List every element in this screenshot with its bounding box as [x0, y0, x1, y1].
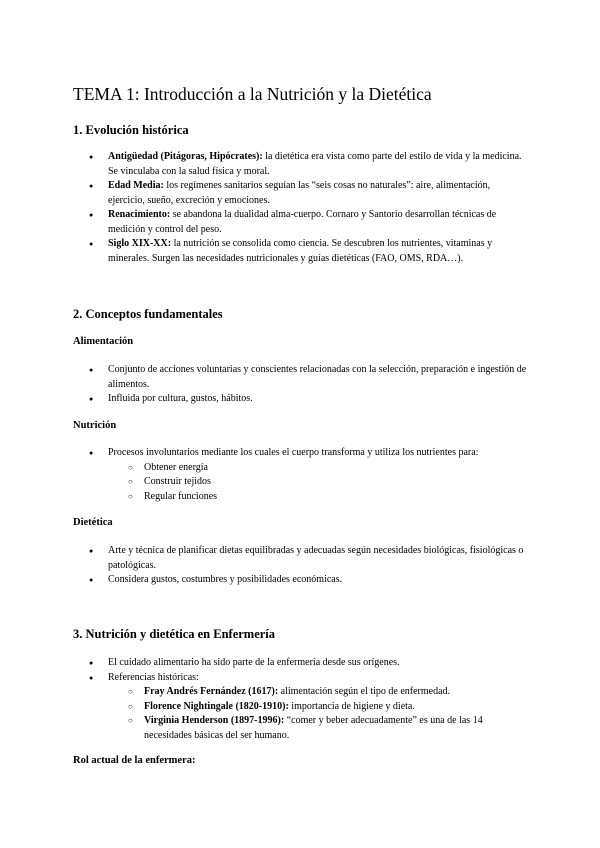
item-text: alimentación según el tipo de enfermedad. [278, 686, 451, 697]
item-text: la dietética era vista como parte del estilo de vida y la medicina. Se vinculaba con la salud física y moral. [108, 151, 522, 177]
list-item: ● Conjunto de acciones voluntarias y conscientes relacionadas con la selección, preparación e ingestión de alimentos. [108, 363, 528, 392]
alimentacion-list [108, 363, 528, 407]
item-term: Renacimiento: [108, 209, 171, 220]
sub-list-item [144, 700, 528, 715]
page-title: TEMA 1: Introducción a la Nutrición y la Dietética [73, 84, 432, 104]
section-heading-conceptos: 2. Conceptos fundamentales [73, 307, 223, 321]
sub-list-item: ○ Obtener energía [144, 461, 528, 476]
subheading-rol-actual: Rol actual de la enfermera: [73, 755, 196, 766]
item-term: Florence Nightingale (1820-1910): [144, 700, 289, 712]
referencias-sublist [108, 685, 528, 743]
nutricion-sublist [108, 461, 528, 505]
list-item [108, 208, 528, 237]
enfermeria-list [108, 656, 528, 743]
evolucion-list [108, 150, 528, 266]
item-term: Siglo XIX-XX: [108, 238, 172, 249]
list-item: ● El cuidado alimentario ha sido parte de la enfermería desde sus orígenes. [108, 656, 528, 671]
item-text: los regímenes sanitarios seguían las “seis cosas no naturales”: aire, alimentación, ejercicio, sueño, excreción y emociones. [108, 180, 491, 206]
item-text: “comer y beber adecuadamente” es una de las 14 necesidades básicas del ser humano. [144, 715, 483, 741]
list-item [108, 671, 528, 744]
item-text: la nutrición se consolida como ciencia. Se descubren los nutrientes, vitaminas y minerales. Surgen las necesidades nutricionales y guías dietéticas (FAO, OMS, RDA…). [108, 238, 493, 264]
nutricion-list [108, 446, 528, 504]
item-text: Procesos involuntarios mediante los cuales el cuerpo transforma y utiliza los nutrientes para: [108, 447, 479, 458]
item-term: Antigüedad (Pitágoras, Hipócrates): [108, 151, 263, 162]
item-term: Edad Media: [108, 180, 164, 191]
dietetica-list [108, 544, 528, 588]
section-heading-evolucion: 1. Evolución histórica [73, 123, 189, 137]
subheading-nutricion: Nutrición [73, 420, 117, 431]
item-text: Referencias históricas: [108, 671, 199, 683]
section-heading-enfermeria: 3. Nutrición y dietética en Enfermería [73, 627, 276, 641]
item-text: se abandona la dualidad alma-cuerpo. Cornaro y Santorio desarrollan técnicas de medición y control del peso. [108, 209, 497, 235]
item-term: Fray Andrés Fernández (1617): [144, 686, 279, 697]
list-item: ● Considera gustos, costumbres y posibilidades económicas. [108, 573, 528, 588]
sub-list-item: ○ Regular funciones [144, 490, 528, 505]
list-item: ● Arte y técnica de planificar dietas equilibradas y adecuadas según necesidades biológicas, fisiológicas o patológicas. [108, 544, 528, 573]
sub-list-item [144, 714, 528, 743]
list-item [108, 446, 528, 504]
sub-list-item [144, 685, 528, 700]
list-item [108, 237, 528, 266]
item-text: importancia de higiene y dieta. [288, 700, 415, 712]
list-item [108, 150, 528, 179]
subheading-alimentacion: Alimentación [73, 336, 134, 347]
subheading-dietetica: Dietética [73, 517, 113, 528]
list-item [108, 179, 528, 208]
item-term: Virginia Henderson (1897-1996): [144, 715, 285, 726]
list-item: ● Influida por cultura, gustos, hábitos. [108, 392, 528, 407]
sub-list-item: ○ Construir tejidos [144, 475, 528, 490]
